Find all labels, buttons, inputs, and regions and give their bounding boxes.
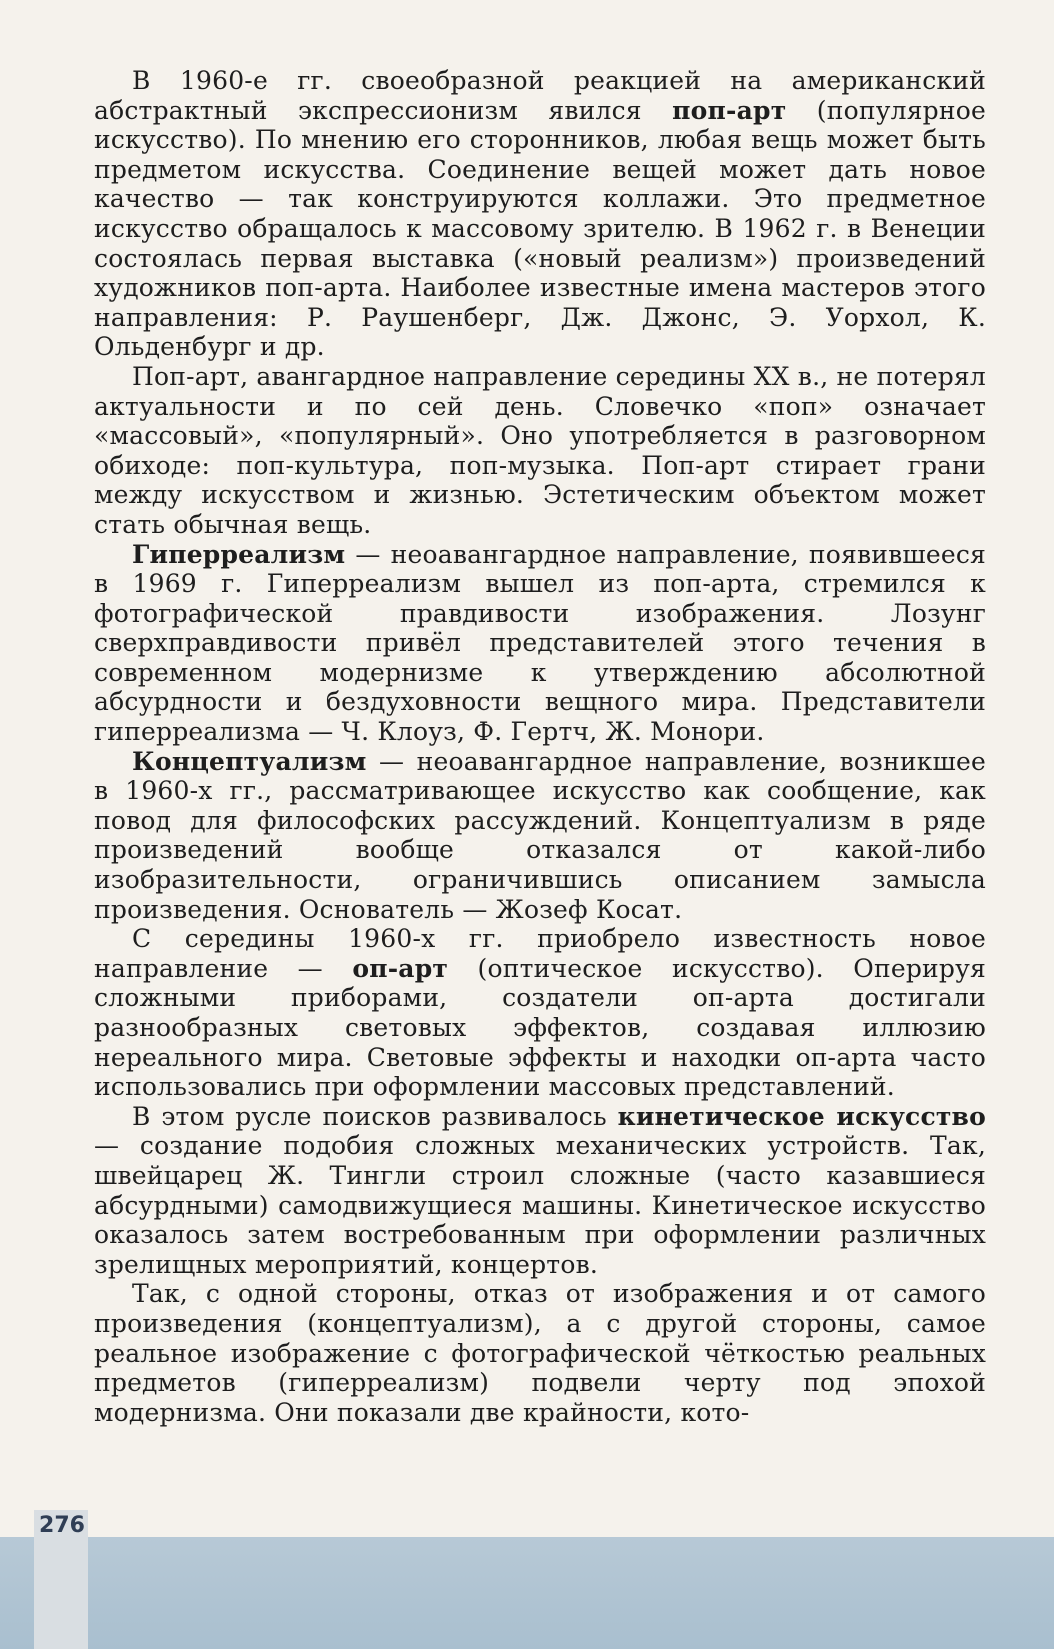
paragraph-text: — неоавангардное направление, появившееся в 1969 г. Гиперреализм вышел из поп-арта, стремился к фотографической правдивости изображения. Лозунг сверхправдивости привёл представителей этого течения в современном модернизме к утверждению абсолютной абсурдности и бездуховности вещного мира. Представители гиперреализма — Ч. Клоуз, Ф. Гертч, Ж. Монори. (94, 539, 986, 747)
paragraph-text: В 1960-е гг. своеобразной реакцией на американский абстрактный экспрессионизм явился (94, 66, 986, 125)
paragraph-kinetic-art (94, 1102, 986, 1280)
paragraph-text: С середины 1960-х гг. приобрело известность новое направление — (94, 924, 986, 983)
term-op-art: оп-арт (352, 953, 449, 983)
paragraph-text: Поп-арт, авангардное направление середины XX в., не потерял актуальности и по сей день. Словечко «поп» означает «массовый», «популярный». Оно употребляется в разговорном обиходе: поп-культура, поп-музыка. Поп-арт стирает грани между искусством и жизнью. Эстетическим объектом может стать обычная вещь. (94, 361, 986, 539)
paragraph-pop-art (94, 66, 986, 362)
paragraph-conceptualism (94, 747, 986, 925)
page-number: 276 (39, 1513, 85, 1538)
paragraph-text: — создание подобия сложных механических устройств. Так, швейцарец Ж. Тингли строил сложные (часто казавшиеся абсурдными) самодвижущиеся машины. Кинетическое искусство оказалось затем востребованным при оформлении различных зрелищных мероприятий, концертов. (94, 1131, 986, 1279)
paragraph-conclusion (94, 1279, 986, 1427)
paragraph-op-art (94, 924, 986, 1102)
term-hyperrealism: Гиперреализм (132, 539, 346, 569)
paragraph-hyperrealism (94, 540, 986, 747)
paragraph-text: — неоавангардное направление, возникшее в 1960-х гг., рассматривающее искусство как сообщение, как повод для философских рассуждений. Концептуализм в ряде произведений вообще отказался от какой-либо изобразительности, ограничившись описанием замысла произведения. Основатель — Жозеф Косат. (94, 746, 986, 924)
paragraph-pop-art-relevance (94, 362, 986, 540)
term-conceptualism: Концептуализм (132, 746, 367, 776)
paragraph-text: (популярное искусство). По мнению его сторонников, любая вещь может быть предметом искусства. Соединение вещей может дать новое качество — так конструируются коллажи. Это предметное искусство обращалось к массовому зрителю. В 1962 г. в Венеции состоялась первая выставка («новый реализм») произведений художников поп-арта. Наиболее известные имена мастеров этого направления: Р. Раушенберг, Дж. Джонс, Э. Уорхол, К. Ольденбург и др. (94, 95, 986, 362)
paragraph-text: (оптическое искусство). Оперируя сложными приборами, создатели оп-арта достигали разнообразных световых эффектов, создавая иллюзию нереального мира. Световые эффекты и находки оп-арта часто использовались при оформлении массовых представлений. (94, 953, 986, 1102)
paragraph-text: Так, с одной стороны, отказ от изображения и от самого произведения (концептуализм), а с другой стороны, самое реальное изображение с фотографической чёткостью реальных предметов (гиперреализм) подвели черту под эпохой модернизма. Они показали две крайности, кото- (94, 1279, 986, 1427)
term-kinetic-art: кинетическое искусство (617, 1101, 987, 1131)
text-column (94, 66, 986, 1427)
paragraph-text: В этом русле поисков развивалось (132, 1101, 618, 1131)
bottom-decorative-band (0, 1537, 1054, 1649)
term-pop-art: поп-арт (672, 95, 787, 125)
